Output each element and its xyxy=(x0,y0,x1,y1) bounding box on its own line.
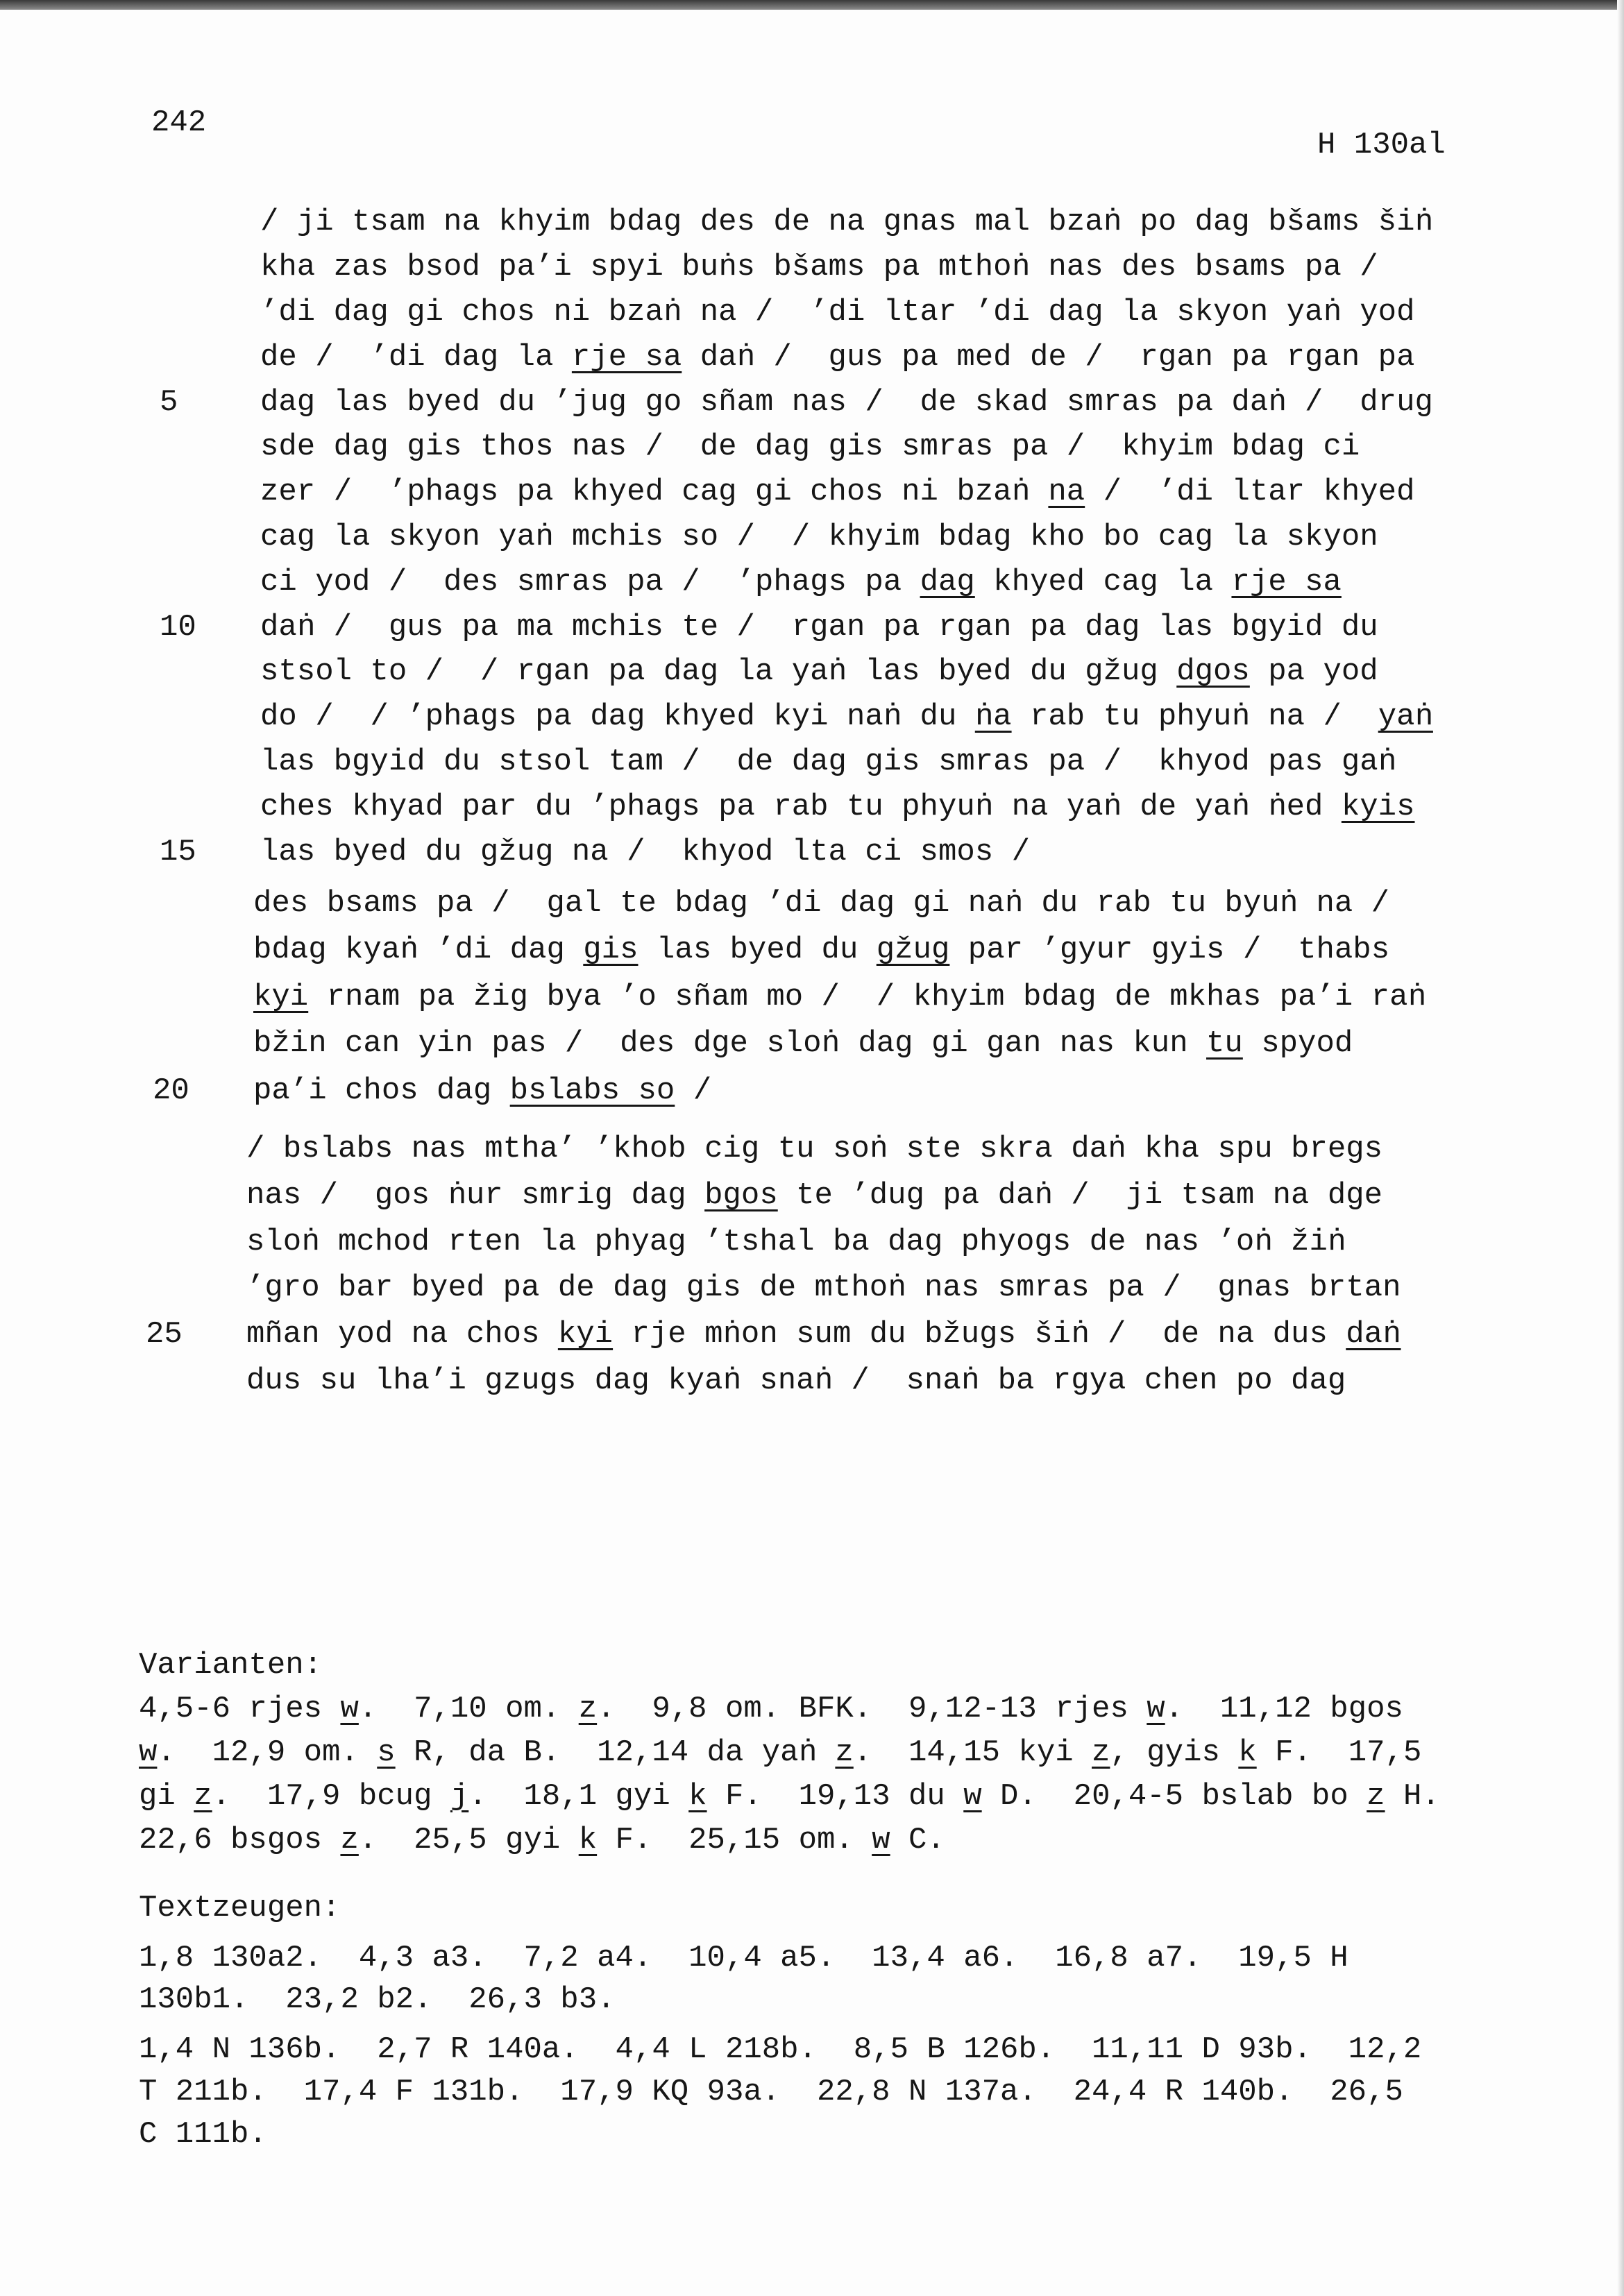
underlined-word: z xyxy=(1092,1735,1110,1770)
text-segment: sloṅ mchod rten la phyag ’tshal ba dag phyogs de nas ’oṅ žiṅ xyxy=(246,1224,1346,1259)
underlined-word: k xyxy=(1238,1735,1257,1770)
text-segment: F. 17,5 xyxy=(1256,1735,1422,1770)
text-segment: spyod xyxy=(1242,1026,1353,1062)
line-text xyxy=(260,565,1342,599)
text-line xyxy=(139,1937,1348,1979)
line-text xyxy=(253,1026,1353,1061)
text-line xyxy=(125,1173,1401,1219)
text-line xyxy=(139,380,1433,425)
text-line xyxy=(139,1687,1440,1730)
line-text xyxy=(246,1317,1401,1352)
scan-top-border xyxy=(0,0,1624,10)
underlined-word: bslabs so xyxy=(509,1073,675,1108)
text-segment: 4,5-6 rjes xyxy=(139,1691,341,1726)
text-segment: khyed cag la xyxy=(974,564,1232,599)
text-segment: sde dag gis thos nas / de dag gis smras pa / khyim bdag ci xyxy=(260,430,1360,465)
text-segment: pa’i chos dag xyxy=(253,1073,510,1108)
underlined-word: dag xyxy=(920,564,975,599)
underlined-word: w xyxy=(963,1778,982,1814)
text-segment: . 12,9 om. xyxy=(157,1735,378,1770)
text-line xyxy=(139,740,1433,785)
underlined-word: rje sa xyxy=(1231,564,1342,599)
text-line xyxy=(139,2028,1421,2070)
text-line xyxy=(139,334,1433,380)
underlined-word: kyi xyxy=(253,979,309,1014)
text-line xyxy=(139,829,1433,874)
line-text xyxy=(246,1363,1346,1398)
underlined-word: gis xyxy=(583,933,638,968)
text-line xyxy=(139,290,1433,335)
text-segment: . 25,5 gyi xyxy=(358,1822,579,1857)
text-segment: par ’gyur gyis / thabs xyxy=(949,933,1390,968)
text-segment: C. xyxy=(890,1822,945,1857)
text-segment: . 7,10 om. xyxy=(358,1691,579,1726)
text-line xyxy=(125,1357,1401,1404)
line-number: 10 xyxy=(160,609,196,645)
underlined-word: z xyxy=(1367,1778,1385,1814)
text-line xyxy=(132,1021,1426,1068)
underlined-word: j xyxy=(450,1778,469,1814)
underlined-word: kyis xyxy=(1341,789,1415,824)
line-text xyxy=(139,1779,1440,1814)
text-paragraph-3 xyxy=(125,1126,1401,1404)
textzeugen-list-2 xyxy=(139,2028,1421,2155)
text-segment: las bgyid du stsol tam / de dag gis smras pa / khyod pas gaṅ xyxy=(260,744,1397,779)
textzeugen-heading: Textzeugen: xyxy=(139,1890,341,1925)
running-head: H 130al xyxy=(1317,128,1446,162)
text-paragraph-2 xyxy=(132,880,1426,1114)
line-number: 5 xyxy=(160,384,178,420)
text-line xyxy=(139,515,1433,560)
text-segment: dag las byed du ’jug go sñam nas / de skad smras pa daṅ / drug xyxy=(260,384,1433,420)
underlined-word: dgos xyxy=(1176,654,1250,690)
text-line xyxy=(139,2070,1421,2113)
line-text xyxy=(260,295,1414,330)
text-line xyxy=(132,1067,1426,1114)
line-text xyxy=(139,1941,1348,1975)
text-segment: . 14,15 kyi xyxy=(853,1735,1092,1770)
text-segment: nas / gos ṅur smrig dag xyxy=(246,1178,705,1214)
text-line xyxy=(125,1218,1401,1265)
text-segment: daṅ / gus pa med de / rgan pa rgan pa xyxy=(682,339,1415,375)
text-segment: 22,6 bsgos xyxy=(139,1822,341,1857)
underlined-word: z xyxy=(578,1691,598,1726)
textzeugen-list-1 xyxy=(139,1937,1348,2021)
text-line xyxy=(139,245,1433,290)
underlined-word: na xyxy=(1048,475,1085,510)
text-segment: daṅ / gus pa ma mchis te / rgan pa rgan pa dag las bgyid du xyxy=(260,609,1378,645)
text-segment: gi xyxy=(139,1778,194,1814)
underlined-word: w xyxy=(139,1735,158,1770)
text-line xyxy=(139,784,1433,829)
underlined-word: tu xyxy=(1206,1026,1243,1062)
text-line xyxy=(139,470,1433,515)
text-line xyxy=(125,1265,1401,1311)
underlined-word: kyi xyxy=(557,1317,614,1352)
line-number: 25 xyxy=(146,1317,183,1352)
text-segment: F. 19,13 du xyxy=(707,1778,964,1814)
line-text xyxy=(260,430,1360,464)
text-segment: des bsams pa / gal te bdag ’di dag gi naṅ du rab tu byuṅ na / xyxy=(253,885,1390,921)
line-text xyxy=(260,790,1414,824)
text-segment: H. xyxy=(1385,1778,1440,1814)
line-text xyxy=(260,610,1378,645)
line-text xyxy=(260,475,1414,509)
underlined-word: z xyxy=(194,1778,212,1814)
underlined-word: s xyxy=(377,1735,396,1770)
line-text xyxy=(260,835,1030,869)
line-text xyxy=(139,1692,1403,1726)
page-number: 242 xyxy=(151,105,207,140)
text-segment: las byed du xyxy=(638,933,877,968)
text-segment: 1,8 130a2. 4,3 a3. 7,2 a4. 10,4 a5. 13,4 a6. 16,8 a7. 19,5 H xyxy=(139,1941,1348,1975)
line-text xyxy=(139,1735,1421,1770)
text-line xyxy=(132,973,1426,1021)
underlined-word: daṅ xyxy=(1346,1317,1401,1352)
text-segment: D. 20,4-5 bslab bo xyxy=(981,1778,1367,1814)
line-text xyxy=(253,1073,711,1108)
line-text xyxy=(260,520,1378,554)
underlined-word: w xyxy=(1147,1691,1165,1726)
underlined-word: z xyxy=(340,1822,359,1857)
text-segment: bžin can yin pas / des dge sloṅ dag gi gan nas kun xyxy=(253,1026,1207,1062)
text-line xyxy=(139,2113,1421,2155)
line-number: 20 xyxy=(153,1073,189,1108)
line-text xyxy=(260,340,1414,375)
text-segment: ci yod / des smras pa / ’phags pa xyxy=(260,564,920,599)
line-text xyxy=(260,205,1433,239)
text-segment: pa yod xyxy=(1249,654,1378,690)
text-segment: / ’di ltar khyed xyxy=(1085,475,1415,510)
text-segment: mñan yod na chos xyxy=(246,1317,558,1352)
text-segment: te ’dug pa daṅ / ji tsam na dge xyxy=(777,1178,1383,1214)
line-text xyxy=(260,654,1378,689)
line-text xyxy=(253,886,1389,921)
text-segment: . 11,12 bgos xyxy=(1165,1691,1403,1726)
line-text xyxy=(139,1982,616,2017)
text-segment: zer / ’phags pa khyed cag gi chos ni bzaṅ xyxy=(260,475,1049,510)
underlined-word: z xyxy=(835,1735,854,1770)
text-line xyxy=(139,200,1433,245)
line-text xyxy=(139,2075,1403,2109)
text-segment: kha zas bsod pa’i spyi buṅs bšams pa mthoṅ nas des bsams pa / xyxy=(260,250,1378,285)
text-line xyxy=(125,1126,1401,1173)
underlined-word: w xyxy=(340,1691,359,1726)
underlined-word: w xyxy=(872,1822,890,1857)
text-segment: cag la skyon yaṅ mchis so / / khyim bdag kho bo cag la skyon xyxy=(260,519,1378,554)
text-segment: R, da B. 12,14 da yaṅ xyxy=(395,1735,836,1770)
text-segment: bdag kyaṅ ’di dag xyxy=(253,933,584,968)
text-line xyxy=(139,695,1433,740)
text-segment: rab tu phyuṅ na / xyxy=(1011,699,1378,735)
line-text xyxy=(260,745,1396,779)
text-line xyxy=(132,880,1426,927)
text-segment: . 9,8 om. BFK. 9,12-13 rjes xyxy=(597,1691,1147,1726)
underlined-word: yaṅ xyxy=(1378,699,1433,735)
text-segment: . 18,1 gyi xyxy=(468,1778,689,1814)
text-segment: rnam pa žig bya ’o sñam mo / / khyim bdag de mkhas pa’i raṅ xyxy=(308,979,1426,1014)
text-line xyxy=(139,649,1433,695)
text-segment: do / / ’phags pa dag khyed kyi naṅ du xyxy=(260,699,975,735)
underlined-word: gžug xyxy=(876,933,950,968)
underlined-word: rje sa xyxy=(571,339,682,375)
line-text xyxy=(253,933,1389,967)
text-line xyxy=(139,1979,1348,2021)
line-text xyxy=(139,2117,267,2152)
text-line xyxy=(125,1311,1401,1358)
text-segment: ches khyad par du ’phags pa rab tu phyuṅ na yaṅ de yaṅ ṅed xyxy=(260,789,1342,824)
text-line xyxy=(139,1818,1440,1862)
text-line xyxy=(132,927,1426,974)
line-number: 15 xyxy=(160,834,196,869)
text-segment: stsol to / / rgan pa dag la yaṅ las byed du gžug xyxy=(260,654,1177,690)
line-text xyxy=(253,980,1426,1014)
varianten-list xyxy=(139,1687,1440,1862)
text-line xyxy=(139,604,1433,649)
text-segment: C 111b. xyxy=(139,2116,267,2152)
text-segment: / xyxy=(675,1073,712,1108)
line-text xyxy=(246,1270,1401,1305)
line-text xyxy=(246,1178,1382,1213)
line-text xyxy=(139,2032,1421,2067)
underlined-word: k xyxy=(578,1822,598,1857)
text-segment: 130b1. 23,2 b2. 26,3 b3. xyxy=(139,1982,616,2017)
line-text xyxy=(260,385,1433,420)
underlined-word: k xyxy=(688,1778,707,1814)
text-segment: de / ’di dag la xyxy=(260,339,572,375)
text-segment: rje mṅon sum du bžugs šiṅ / de na dus xyxy=(613,1317,1346,1352)
text-paragraph-1 xyxy=(139,200,1433,874)
text-segment: / ji tsam na khyim bdag des de na gnas mal bzaṅ po dag bšams šiṅ xyxy=(260,205,1433,240)
text-segment: , gyis xyxy=(1110,1735,1239,1770)
text-segment: ’di dag gi chos ni bzaṅ na / ’di ltar ’di dag la skyon yaṅ yod xyxy=(260,294,1415,330)
text-line xyxy=(139,1774,1440,1818)
text-segment: ’gro bar byed pa de dag gis de mthoṅ nas smras pa / gnas brtan xyxy=(246,1270,1401,1306)
underlined-word: bgos xyxy=(704,1178,778,1214)
varianten-heading: Varianten: xyxy=(139,1647,323,1683)
line-text xyxy=(260,699,1433,734)
text-segment: dus su lha’i gzugs dag kyaṅ snaṅ / snaṅ ba rgya chen po dag xyxy=(246,1363,1346,1398)
line-text xyxy=(260,250,1378,284)
line-text xyxy=(246,1225,1346,1259)
text-line xyxy=(139,425,1433,470)
text-segment: F. 25,15 om. xyxy=(597,1822,872,1857)
text-line xyxy=(139,1730,1440,1774)
text-line xyxy=(139,559,1433,604)
line-text xyxy=(246,1132,1382,1166)
underlined-word: ṅa xyxy=(974,699,1012,735)
scan-right-edge xyxy=(1617,0,1624,2296)
line-text xyxy=(139,1823,945,1857)
text-segment: T 211b. 17,4 F 131b. 17,9 KQ 93a. 22,8 N 137a. 24,4 R 140b. 26,5 xyxy=(139,2074,1403,2109)
text-segment: / bslabs nas mtha’ ’khob cig tu soṅ ste skra daṅ kha spu bregs xyxy=(246,1132,1383,1167)
text-segment: las byed du gžug na / khyod lta ci smos / xyxy=(260,834,1030,869)
text-segment: . 17,9 bcug xyxy=(212,1778,450,1814)
text-segment: 1,4 N 136b. 2,7 R 140a. 4,4 L 218b. 8,5 B 126b. 11,11 D 93b. 12,2 xyxy=(139,2032,1422,2067)
